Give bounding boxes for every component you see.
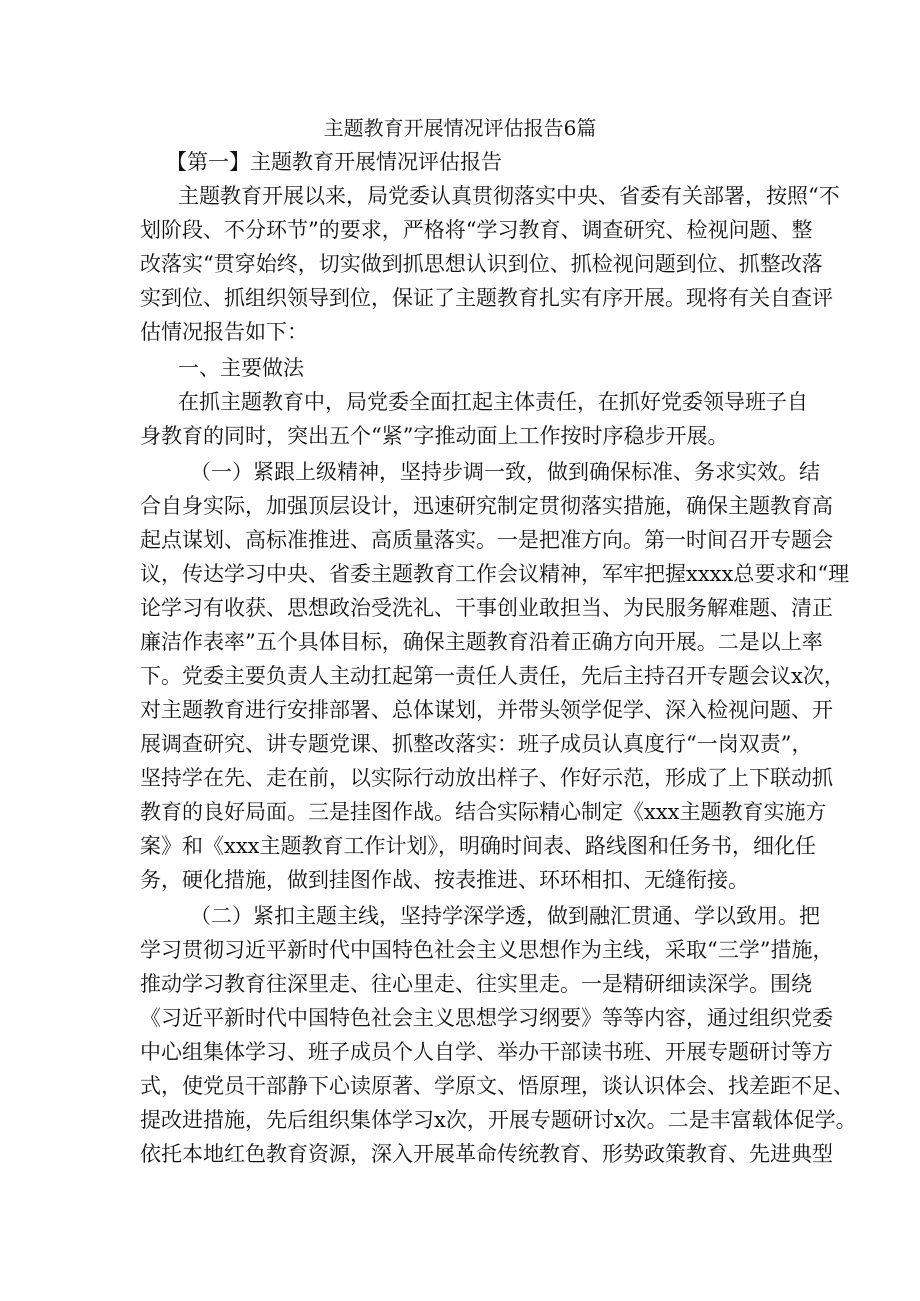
- paragraph-line: 下。党委主要负责人主动扛起第一责任人责任，先后主持召开专题会议x次，: [140, 664, 845, 688]
- paragraph-line: 议，传达学习中央、省委主题教育工作会议精神，军牢把握xxxx总要求和“理: [140, 562, 850, 586]
- paragraph-line: 推动学习教育往深里走、往心里走、往实里走。一是精研细读深学。围绕: [140, 972, 812, 996]
- paragraph-line: 提改进措施，先后组织集体学习x次，开展专题研讨x次。二是丰富载体促学。: [140, 1108, 857, 1132]
- paragraph-line: 改落实“贯穿始终，切实做到抓思想认识到位、抓检视问题到位、抓整改落: [140, 252, 823, 276]
- paragraph-line: 估情况报告如下：: [140, 320, 308, 344]
- document-title: 主题教育开展情况评估报告6篇: [323, 116, 597, 140]
- paragraph-line: 《习近平新时代中国特色社会主义思想学习纲要》等等内容，通过组织党委: [140, 1006, 833, 1030]
- paragraph-line: 案》和《xxx主题教育工作计划》，明确时间表、路线图和任务书，细化任: [140, 834, 817, 858]
- paragraph-line: 式，使党员干部静下心读原著、学原文、悟原理，谈认识体会、找差距不足、: [140, 1074, 854, 1098]
- paragraph-line: 坚持学在先、走在前，以实际行动放出样子、作好示范，形成了上下联动抓: [140, 766, 833, 790]
- paragraph-line: 展调查研究、讲专题党课、抓整改落实：班子成员认真度行“一岗双责”，: [140, 732, 813, 756]
- paragraph-line: 中心组集体学习、班子成员个人自学、举办干部读书班、开展专题研讨等方: [140, 1040, 833, 1064]
- paragraph-line: 教育的良好局面。三是挂图作战。结合实际精心制定《xxx主题教育实施方: [140, 800, 827, 824]
- paragraph-line: 身教育的同时，突出五个“紧”字推动面上工作按时序稳步开展。: [140, 424, 729, 448]
- paragraph-line: 划阶段、不分环节”的要求，严格将“学习教育、调查研究、检视问题、整: [140, 218, 813, 242]
- paragraph-line: 务，硬化措施，做到挂图作战、按表推进、环环相扣、无缝衔接。: [140, 868, 749, 892]
- paragraph-line: 学习贯彻习近平新时代中国特色社会主义思想作为主线，采取“三学”措施，: [140, 938, 834, 962]
- section-heading: 一、主要做法: [178, 356, 304, 380]
- paragraph-line: （二）紧扣主题主线，坚持学深学透，做到融汇贯通、学以致用。把: [190, 904, 820, 928]
- paragraph-line: 合自身实际，加强顶层设计，迅速研究制定贯彻落实措施，确保主题教育高: [140, 494, 833, 518]
- paragraph-line: 对主题教育进行安排部署、总体谋划，并带头领学促学、深入检视问题、开: [140, 698, 833, 722]
- section-heading-first: 【第一】主题教育开展情况评估报告: [166, 150, 502, 174]
- paragraph-line: 论学习有收获、思想政治受洗礼、干事创业敢担当、为民服务解难题、清正: [140, 596, 833, 620]
- paragraph-line: 依托本地红色教育资源，深入开展革命传统教育、形势政策教育、先进典型: [140, 1142, 833, 1166]
- paragraph-line: 主题教育开展以来，局党委认真贯彻落实中央、省委有关部署，按照“不: [178, 184, 840, 208]
- paragraph-line: （一）紧跟上级精神，坚持步调一致，做到确保标准、务求实效。结: [190, 460, 820, 484]
- paragraph-line: 在抓主题教育中，局党委全面扛起主体责任，在抓好党委领导班子自: [178, 390, 808, 414]
- paragraph-line: 起点谋划、高标准推进、高质量落实。一是把准方向。第一时间召开专题会: [140, 528, 833, 552]
- paragraph-line: 廉洁作表率”五个具体目标，确保主题教育沿着正确方向开展。二是以上率: [140, 630, 823, 654]
- paragraph-line: 实到位、抓组织领导到位，保证了主题教育扎实有序开展。现将有关自查评: [140, 286, 833, 310]
